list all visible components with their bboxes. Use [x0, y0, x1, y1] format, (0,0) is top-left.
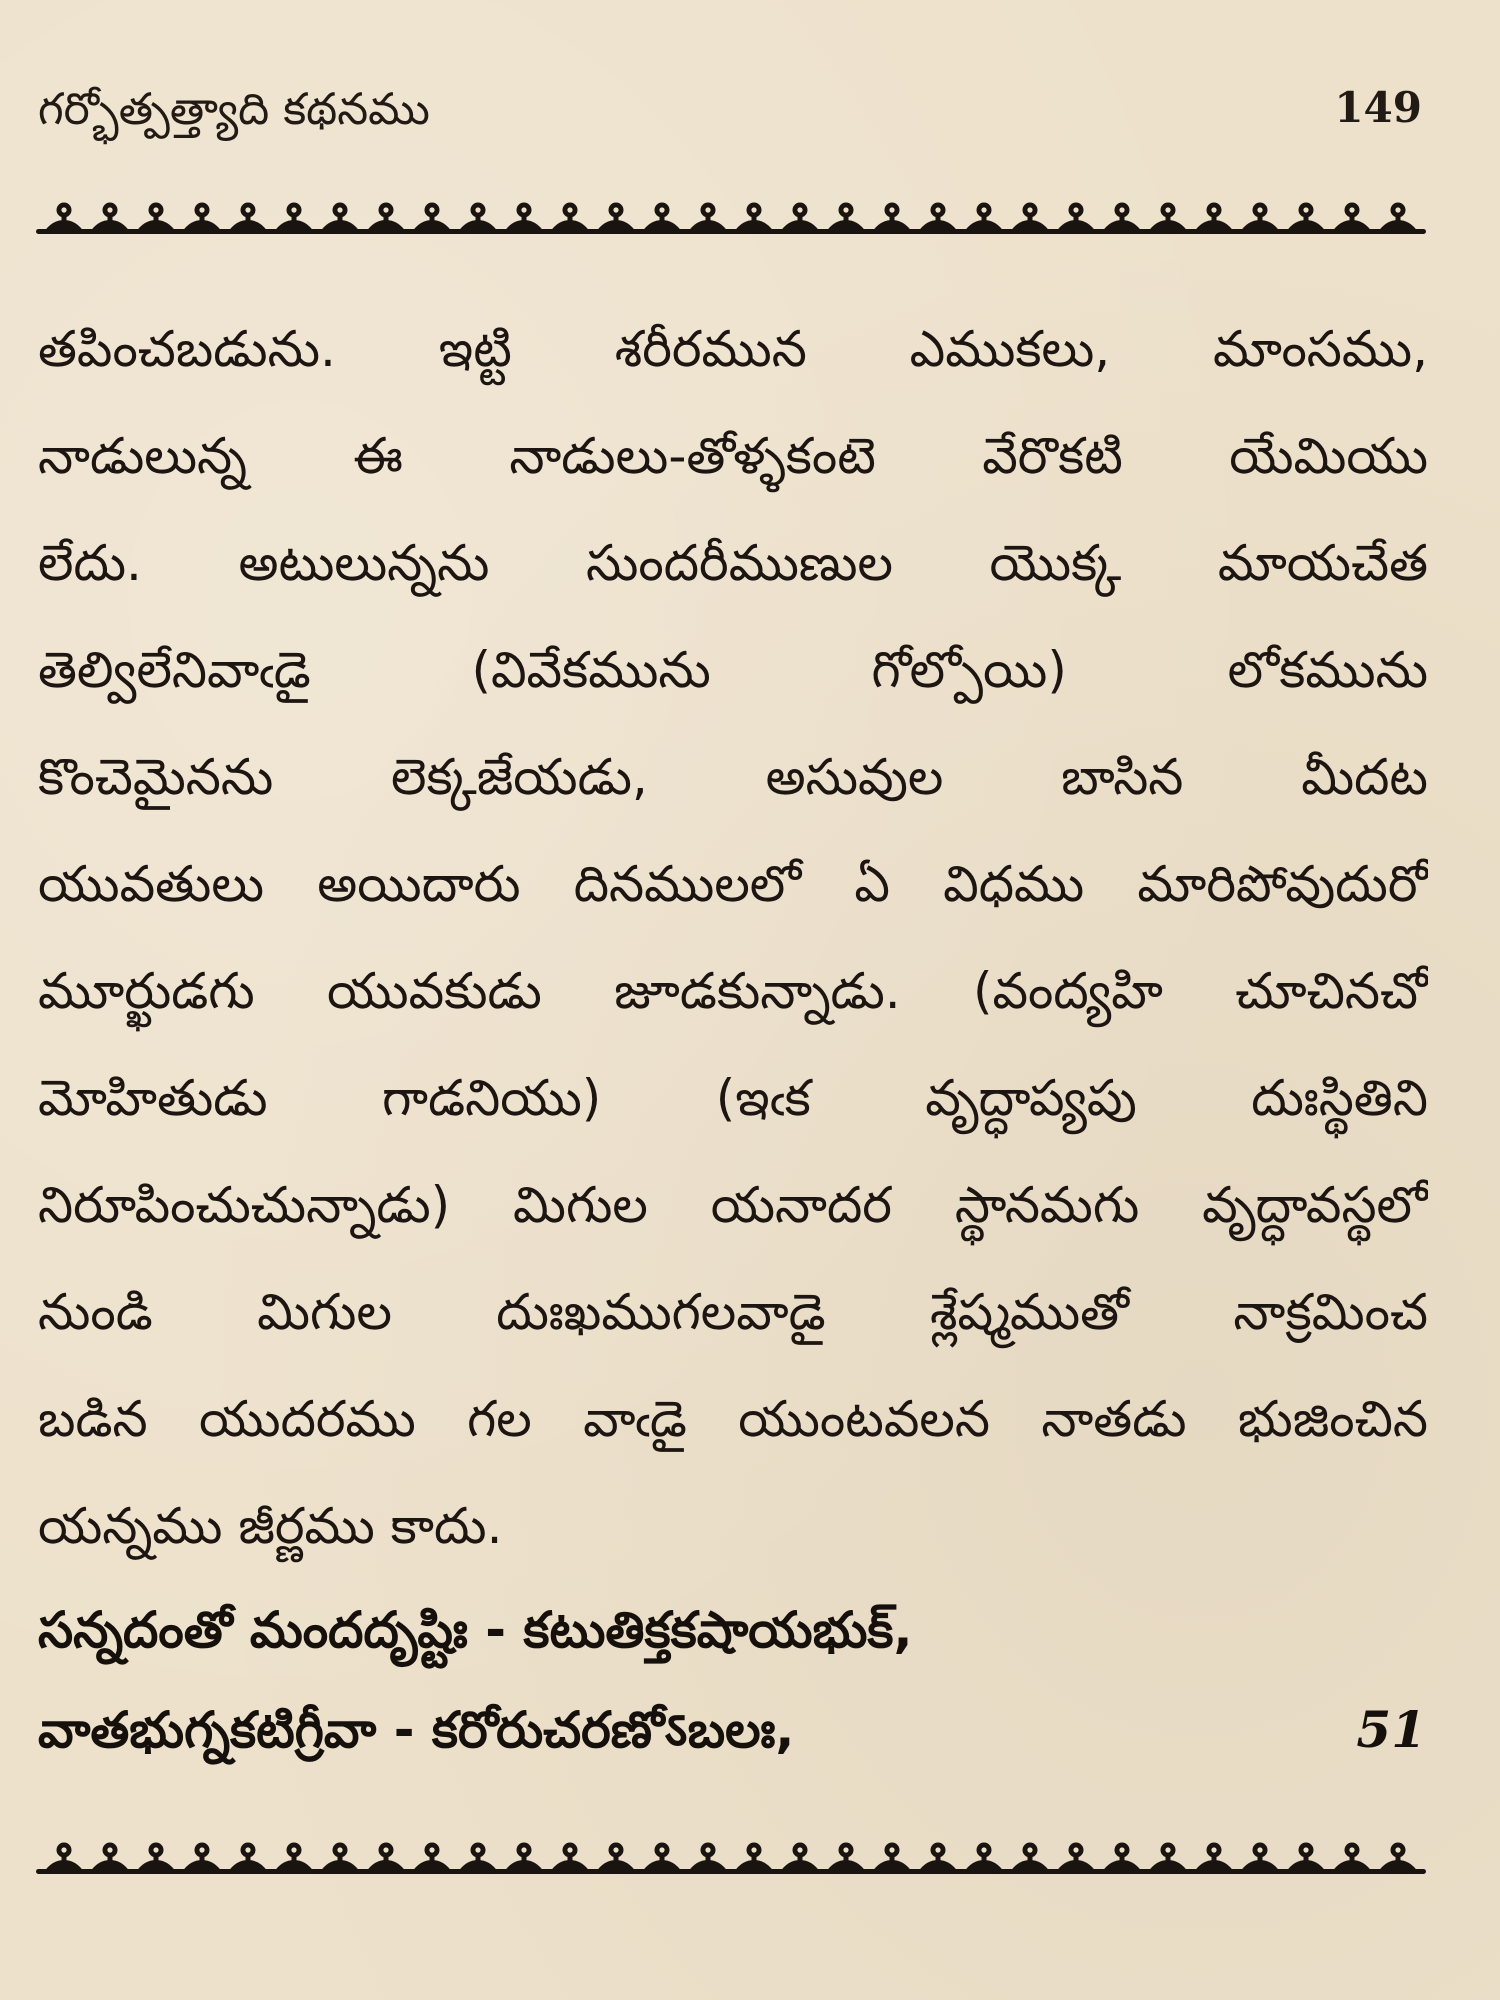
ornament-motif	[458, 203, 498, 233]
sanskrit-verse-line-1: సన్నదంతో మందదృష్టిః - కటుతిక్తకషాయభుక్,	[38, 1601, 913, 1659]
ornament-motif	[1286, 1843, 1326, 1873]
ornament-motif	[964, 203, 1004, 233]
ornament-motif	[228, 203, 268, 233]
ornament-motif	[274, 1843, 314, 1873]
ornament-motif	[642, 1843, 682, 1873]
ornament-motif	[688, 1843, 728, 1873]
ornament-motif	[182, 203, 222, 233]
ornament-motif	[1240, 1843, 1280, 1873]
ornament-motif	[1378, 203, 1418, 233]
ornament-motif	[918, 203, 958, 233]
ornament-motif	[274, 203, 314, 233]
ornament-motif	[412, 1843, 452, 1873]
ornament-motif	[1332, 1843, 1372, 1873]
ornament-motif	[1148, 1843, 1188, 1873]
body-text	[38, 296, 1428, 1580]
ornament-motif	[1194, 203, 1234, 233]
body-line-9: నిరూపించుచున్నాడు) మిగుల యనాదర స్థానమగు వృద్ధావస్థలో	[38, 1176, 1428, 1234]
ornament-motif	[1102, 203, 1142, 233]
ornament-motif	[182, 1843, 222, 1873]
ornament-motif	[366, 203, 406, 233]
ornament-motif	[1240, 203, 1280, 233]
running-title: గర్భోత్పత్త్యాది కథనము	[38, 84, 430, 135]
ornament-motif	[90, 1843, 130, 1873]
body-line-8: మోహితుడు గాడనియు) (ఇఁక వృద్ధాప్యపు దుఃస్థితిని	[38, 1069, 1428, 1127]
ornament-motif	[504, 203, 544, 233]
ornament-motif	[1194, 1843, 1234, 1873]
body-line-6: యువతులు అయిదారు దినములలో ఏ విధము మారిపోవుదురో	[38, 855, 1428, 913]
ornament-motif	[366, 1843, 406, 1873]
ornament-motif	[688, 203, 728, 233]
ornament-motif	[44, 1843, 84, 1873]
ornament-motif	[504, 1843, 544, 1873]
ornament-motif	[136, 1843, 176, 1873]
ornament-motif	[1056, 1843, 1096, 1873]
ornament-motif	[412, 203, 452, 233]
body-line-5: కొంచెమైనను లెక్కజేయడు, అసువుల బాసిన మీదట	[38, 748, 1428, 806]
ornament-motif	[44, 203, 84, 233]
body-line-10: నుండి మిగుల దుఃఖముగలవాడై శ్లేష్మముతో నాక్రమించ	[38, 1283, 1428, 1341]
ornament-motif	[642, 203, 682, 233]
ornament-motif	[826, 203, 866, 233]
ornament-motif	[136, 203, 176, 233]
body-line-1: తపించబడును. ఇట్టి శరీరమున ఎముకలు, మాంసము,	[38, 320, 1428, 378]
ornament-motif	[872, 1843, 912, 1873]
ornament-motif	[918, 1843, 958, 1873]
ornament-motif	[1378, 1843, 1418, 1873]
ornament-motif	[964, 1843, 1004, 1873]
ornament-motif	[596, 203, 636, 233]
ornament-motif	[780, 1843, 820, 1873]
sanskrit-verse-line-2: వాతభుగ్నకటిగ్రీవా - కరోరుచరణోऽబలః,	[38, 1701, 795, 1759]
ornament-motif	[596, 1843, 636, 1873]
ornament-motif	[550, 203, 590, 233]
ornament-motif	[734, 1843, 774, 1873]
body-line-3: లేదు. అటులున్నను సుందరీముణుల యొక్క మాయచేత	[38, 534, 1428, 592]
verse-number: 51	[1356, 1700, 1426, 1759]
ornament-motif	[780, 203, 820, 233]
body-line-7: మూర్ఖుడగు యువకుడు జూడకున్నాడు. (వంద్యహి చూచినచో	[38, 962, 1428, 1020]
page-number: 149	[1334, 83, 1422, 132]
ornament-motif	[320, 203, 360, 233]
ornament-motif	[1286, 203, 1326, 233]
ornamental-border-top	[36, 196, 1426, 240]
ornament-motif	[90, 203, 130, 233]
ornament-motif	[228, 1843, 268, 1873]
body-line-2: నాడులున్న ఈ నాడులు-తోళ్ళకంటె వేరొకటి యేమియు	[38, 427, 1428, 485]
ornament-motif	[872, 203, 912, 233]
ornament-motif	[826, 1843, 866, 1873]
ornament-motif	[1010, 203, 1050, 233]
ornament-motif	[458, 1843, 498, 1873]
ornament-motif	[1148, 203, 1188, 233]
ornament-motif	[1056, 203, 1096, 233]
body-line-11: బడిన యుదరము గల వాఁడై యుంటవలన నాతడు భుజించిన	[38, 1390, 1428, 1448]
ornament-motif	[1332, 203, 1372, 233]
body-line-4: తెల్విలేనివాఁడై (వివేకమును గోల్పోయి) లోకమును	[38, 641, 1428, 699]
ornament-motif	[1010, 1843, 1050, 1873]
ornament-motif	[550, 1843, 590, 1873]
ornament-motif	[734, 203, 774, 233]
ornament-motif	[320, 1843, 360, 1873]
ornament-motif	[1102, 1843, 1142, 1873]
body-line-12: యన్నము జీర్ణము కాదు.	[38, 1497, 503, 1555]
ornamental-border-bottom	[36, 1836, 1426, 1880]
